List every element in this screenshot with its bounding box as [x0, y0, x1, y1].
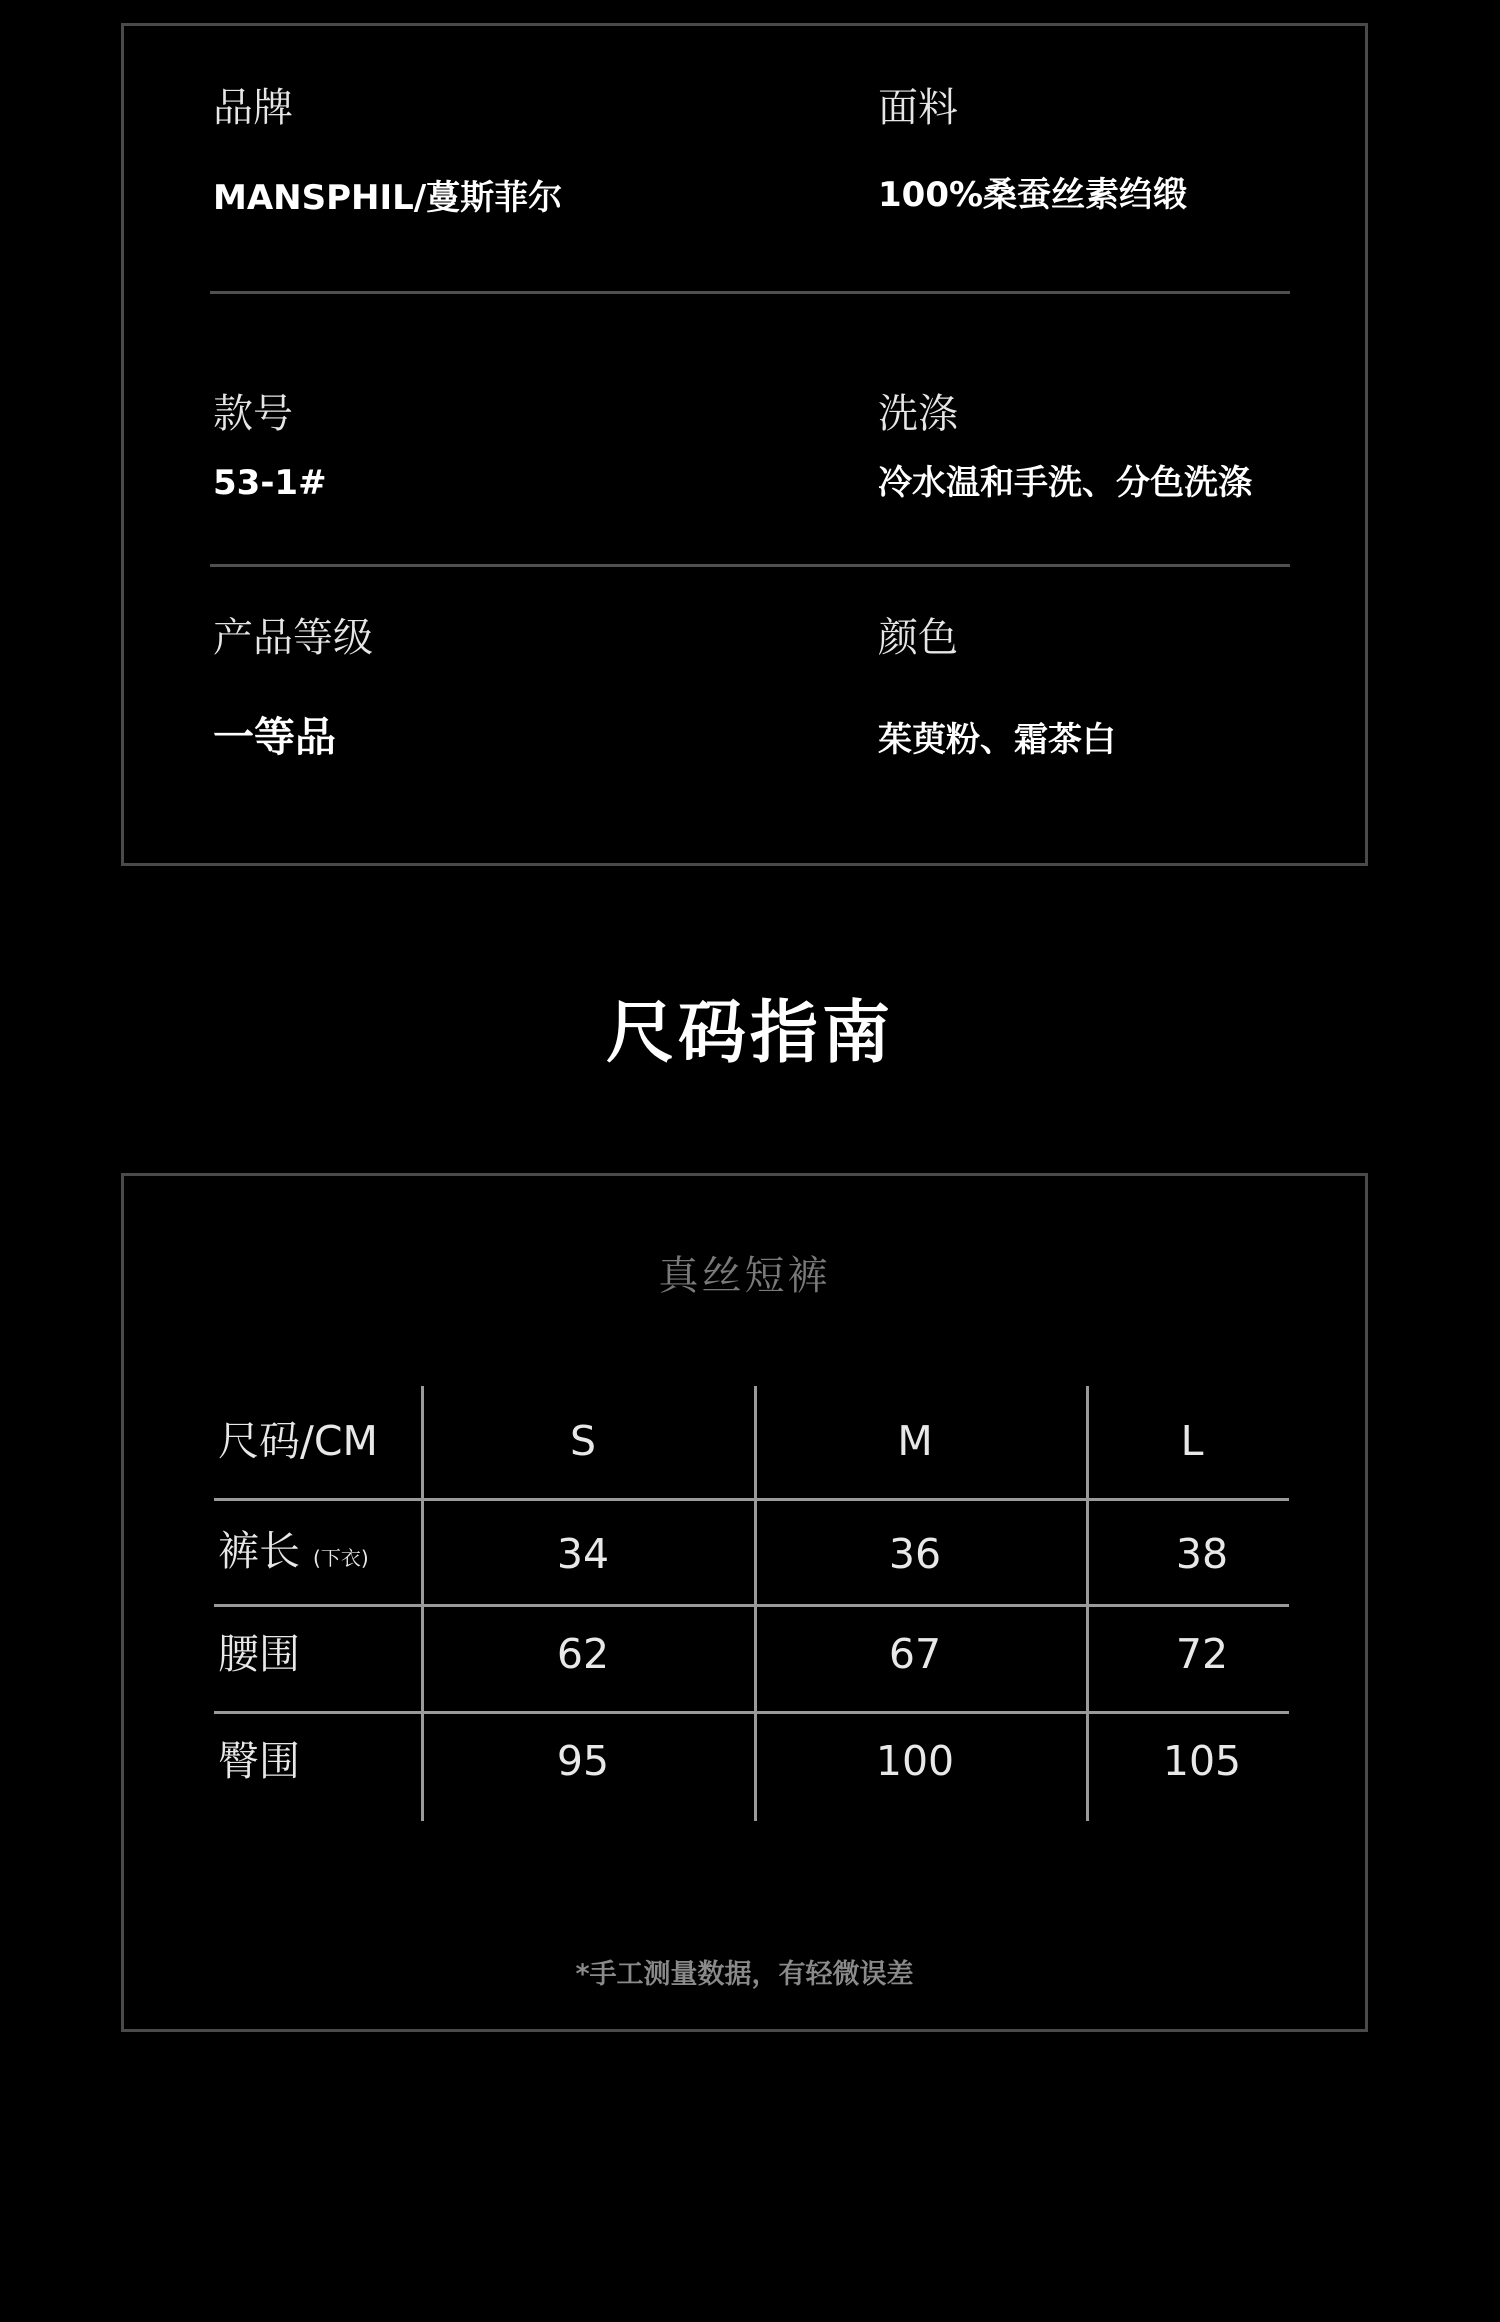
- color-label: 颜色: [878, 615, 958, 661]
- size-guide-title: 尺码指南: [605, 994, 894, 1073]
- table-cell: 38: [1175, 1530, 1229, 1578]
- table-cell: 62: [556, 1630, 610, 1678]
- style-value: 53-1#: [213, 463, 327, 503]
- table-header-size-label: [218, 1417, 378, 1465]
- table-cell: 105: [1162, 1737, 1242, 1785]
- row-label-note: (下衣): [313, 1546, 369, 1570]
- table-cell: 100: [875, 1737, 955, 1785]
- wash-value: 冷水温和手洗、分色洗涤: [878, 463, 1252, 503]
- style-label: 款号: [213, 391, 293, 437]
- fabric-label: 面料: [878, 85, 958, 131]
- row-label-text: 裤长: [218, 1527, 300, 1575]
- grade-value: 一等品: [213, 713, 336, 761]
- table-cell: 95: [556, 1737, 610, 1785]
- table-cell: 67: [888, 1630, 942, 1678]
- table-header-size-m: M: [897, 1417, 933, 1465]
- table-row-label: 腰围: [218, 1630, 300, 1678]
- color-value: 茱萸粉、霜茶白: [878, 720, 1116, 760]
- info-divider: [210, 564, 1290, 567]
- table-row-divider: [214, 1711, 1289, 1714]
- size-guide-panel: [121, 1173, 1368, 2032]
- table-header-size-l: L: [1180, 1417, 1204, 1465]
- table-cell: 72: [1175, 1630, 1229, 1678]
- table-header-size-s: S: [569, 1417, 597, 1465]
- header-label: 尺码/: [218, 1417, 314, 1465]
- brand-value: MANSPHIL/蔓斯菲尔: [213, 178, 563, 218]
- fabric-value: 100%桑蚕丝素绉缎: [878, 175, 1188, 215]
- brand-label: 品牌: [213, 85, 293, 131]
- measurement-footnote: *手工测量数据，有轻微误差: [575, 1959, 914, 1990]
- table-row-label: [218, 1527, 369, 1575]
- product-name: 真丝短裤: [658, 1253, 831, 1299]
- table-row-divider: [214, 1498, 1289, 1501]
- size-table: [124, 1176, 1365, 2029]
- wash-label: 洗涤: [878, 391, 958, 437]
- table-row-label: 臀围: [218, 1737, 300, 1785]
- info-divider: [210, 291, 1290, 294]
- table-row-divider: [214, 1604, 1289, 1607]
- header-unit: CM: [313, 1417, 378, 1465]
- grade-label: 产品等级: [213, 615, 373, 661]
- table-cell: 36: [888, 1530, 942, 1578]
- table-cell: 34: [556, 1530, 610, 1578]
- product-info-panel: [121, 23, 1368, 866]
